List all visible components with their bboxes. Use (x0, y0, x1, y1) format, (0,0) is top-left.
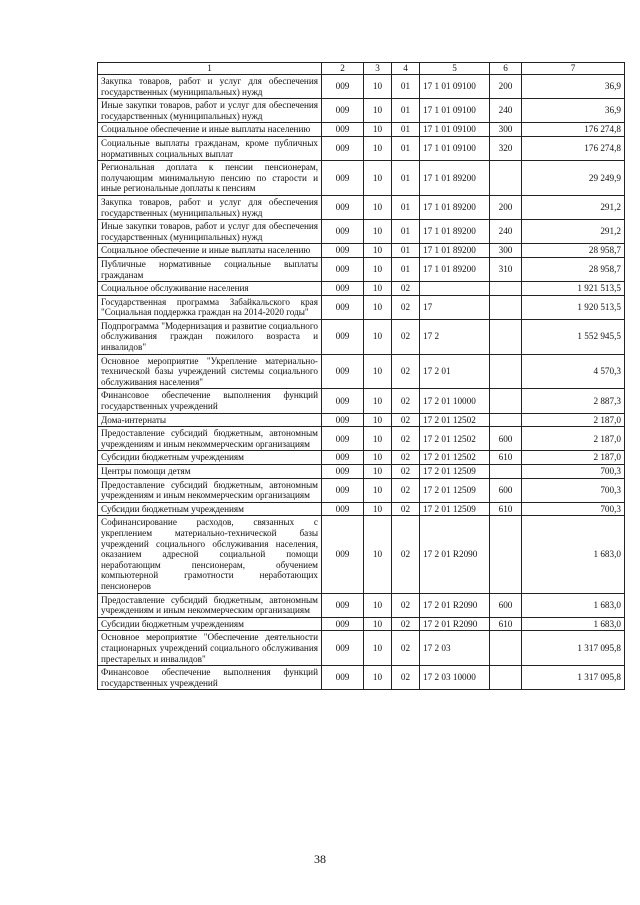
row-pr-code: 02 (392, 465, 420, 479)
row-gr-code: 009 (322, 465, 364, 479)
row-amount: 1 683,0 (522, 516, 625, 593)
row-csr-code: 17 2 03 10000 (420, 666, 490, 690)
row-rz-code: 10 (364, 666, 392, 690)
row-rz-code: 10 (364, 319, 392, 354)
column-header-vr: 6 (490, 63, 522, 75)
row-csr-code: 17 2 01 12502 (420, 413, 490, 427)
row-gr-code: 009 (322, 136, 364, 160)
column-header-pr: 4 (392, 63, 420, 75)
row-vr-code: 300 (490, 123, 522, 137)
row-pr-code: 01 (392, 136, 420, 160)
row-name: Финансовое обеспечение выполнения функций государственных учреждений (98, 389, 322, 413)
row-vr-code (490, 319, 522, 354)
row-amount: 700,3 (522, 478, 625, 502)
row-name: Дома-интернаты (98, 413, 322, 427)
column-header-csr: 5 (420, 63, 490, 75)
row-name: Социальные выплаты гражданам, кроме публичных нормативных социальных выплат (98, 136, 322, 160)
table-row (98, 257, 625, 281)
row-csr-code: 17 1 01 89200 (420, 257, 490, 281)
row-name: Закупка товаров, работ и услуг для обеспечения государственных (муниципальных) нужд (98, 195, 322, 219)
row-vr-code: 240 (490, 220, 522, 244)
row-csr-code: 17 1 01 09100 (420, 123, 490, 137)
row-gr-code: 009 (322, 282, 364, 296)
row-vr-code (490, 354, 522, 389)
table-row (98, 478, 625, 502)
row-amount: 28 958,7 (522, 244, 625, 258)
row-amount: 1 552 945,5 (522, 319, 625, 354)
row-name: Иные закупки товаров, работ и услуг для обеспечения государственных (муниципальных) нужд (98, 220, 322, 244)
row-vr-code: 610 (490, 617, 522, 631)
table-row (98, 123, 625, 137)
row-vr-code: 200 (490, 195, 522, 219)
row-vr-code (490, 516, 522, 593)
row-rz-code: 10 (364, 631, 392, 666)
table-row (98, 354, 625, 389)
row-rz-code: 10 (364, 465, 392, 479)
row-csr-code: 17 2 (420, 319, 490, 354)
table-row (98, 389, 625, 413)
row-name: Предоставление субсидий бюджетным, автономным учреждениям и иным некоммерческим организациям (98, 427, 322, 451)
row-csr-code: 17 2 01 12509 (420, 478, 490, 502)
row-amount: 2 187,0 (522, 427, 625, 451)
row-name: Субсидии бюджетным учреждениям (98, 502, 322, 516)
table-row (98, 295, 625, 319)
row-name: Центры помощи детям (98, 465, 322, 479)
row-rz-code: 10 (364, 220, 392, 244)
row-gr-code: 009 (322, 451, 364, 465)
table-row (98, 99, 625, 123)
row-name: Финансовое обеспечение выполнения функций государственных учреждений (98, 666, 322, 690)
row-gr-code: 009 (322, 244, 364, 258)
row-rz-code: 10 (364, 161, 392, 196)
row-gr-code: 009 (322, 413, 364, 427)
row-amount: 2 187,0 (522, 413, 625, 427)
row-rz-code: 10 (364, 136, 392, 160)
row-gr-code: 009 (322, 666, 364, 690)
row-rz-code: 10 (364, 413, 392, 427)
row-pr-code: 02 (392, 478, 420, 502)
row-gr-code: 009 (322, 427, 364, 451)
row-pr-code: 02 (392, 617, 420, 631)
row-gr-code: 009 (322, 389, 364, 413)
row-vr-code: 600 (490, 478, 522, 502)
row-gr-code: 009 (322, 631, 364, 666)
row-amount: 28 958,7 (522, 257, 625, 281)
row-rz-code: 10 (364, 354, 392, 389)
row-gr-code: 009 (322, 617, 364, 631)
row-gr-code: 009 (322, 516, 364, 593)
row-rz-code: 10 (364, 389, 392, 413)
row-pr-code: 02 (392, 319, 420, 354)
column-header-rz: 3 (364, 63, 392, 75)
table-row (98, 161, 625, 196)
row-name: Публичные нормативные социальные выплаты гражданам (98, 257, 322, 281)
table-row (98, 516, 625, 593)
row-csr-code: 17 (420, 295, 490, 319)
row-amount: 700,3 (522, 465, 625, 479)
row-pr-code: 02 (392, 631, 420, 666)
budget-table (97, 62, 625, 690)
row-rz-code: 10 (364, 617, 392, 631)
row-name: Основное мероприятие "Обеспечение деятельности стационарных учреждений социального обслуживания престарелых и инвалидов" (98, 631, 322, 666)
row-name: Подпрограмма "Модернизация и развитие социального обслуживания граждан пожилого возраста и инвалидов" (98, 319, 322, 354)
row-pr-code: 02 (392, 427, 420, 451)
row-gr-code: 009 (322, 75, 364, 99)
row-pr-code: 02 (392, 502, 420, 516)
table-row (98, 465, 625, 479)
row-pr-code: 02 (392, 282, 420, 296)
row-rz-code: 10 (364, 123, 392, 137)
row-vr-code (490, 389, 522, 413)
row-amount: 4 570,3 (522, 354, 625, 389)
row-amount: 1 921 513,5 (522, 282, 625, 296)
row-csr-code: 17 2 01 (420, 354, 490, 389)
table-row (98, 427, 625, 451)
row-pr-code: 01 (392, 244, 420, 258)
row-amount: 700,3 (522, 502, 625, 516)
row-name: Социальное обеспечение и иные выплаты населению (98, 123, 322, 137)
row-vr-code: 610 (490, 502, 522, 516)
row-rz-code: 10 (364, 516, 392, 593)
page-number: 38 (314, 852, 326, 866)
row-vr-code (490, 295, 522, 319)
row-amount: 176 274,8 (522, 136, 625, 160)
row-gr-code: 009 (322, 161, 364, 196)
row-pr-code: 02 (392, 666, 420, 690)
row-gr-code: 009 (322, 593, 364, 617)
column-header-name: 1 (98, 63, 322, 75)
row-gr-code: 009 (322, 502, 364, 516)
row-gr-code: 009 (322, 354, 364, 389)
row-vr-code (490, 465, 522, 479)
row-csr-code (420, 282, 490, 296)
row-gr-code: 009 (322, 257, 364, 281)
row-amount: 1 317 095,8 (522, 666, 625, 690)
row-csr-code: 17 1 01 89200 (420, 195, 490, 219)
row-pr-code: 02 (392, 389, 420, 413)
row-vr-code: 200 (490, 75, 522, 99)
row-amount: 1 683,0 (522, 617, 625, 631)
row-rz-code: 10 (364, 295, 392, 319)
table-row (98, 220, 625, 244)
row-rz-code: 10 (364, 75, 392, 99)
row-csr-code: 17 2 01 10000 (420, 389, 490, 413)
row-gr-code: 009 (322, 220, 364, 244)
table-row (98, 75, 625, 99)
table-row (98, 136, 625, 160)
row-rz-code: 10 (364, 478, 392, 502)
row-name: Закупка товаров, работ и услуг для обеспечения государственных (муниципальных) нужд (98, 75, 322, 99)
row-pr-code: 02 (392, 516, 420, 593)
row-vr-code (490, 161, 522, 196)
row-amount: 36,9 (522, 99, 625, 123)
row-amount: 2 887,3 (522, 389, 625, 413)
table-row (98, 631, 625, 666)
column-header-gr: 2 (322, 63, 364, 75)
row-name: Региональная доплата к пенсии пенсионерам, получающим минимальную пенсию по старости и иные региональные доплаты к пенсиям (98, 161, 322, 196)
row-pr-code: 02 (392, 451, 420, 465)
row-csr-code: 17 1 01 89200 (420, 161, 490, 196)
row-csr-code: 17 1 01 09100 (420, 136, 490, 160)
row-csr-code: 17 2 01 R2090 (420, 516, 490, 593)
row-csr-code: 17 1 01 09100 (420, 99, 490, 123)
row-csr-code: 17 1 01 89200 (420, 220, 490, 244)
row-amount: 36,9 (522, 75, 625, 99)
row-rz-code: 10 (364, 99, 392, 123)
table-row (98, 502, 625, 516)
table-row (98, 413, 625, 427)
table-row (98, 195, 625, 219)
row-amount: 291,2 (522, 220, 625, 244)
row-vr-code: 600 (490, 427, 522, 451)
row-amount: 29 249,9 (522, 161, 625, 196)
row-rz-code: 10 (364, 502, 392, 516)
row-amount: 291,2 (522, 195, 625, 219)
row-name: Предоставление субсидий бюджетным, автономным учреждениям и иным некоммерческим организациям (98, 478, 322, 502)
row-pr-code: 01 (392, 123, 420, 137)
row-pr-code: 01 (392, 257, 420, 281)
row-pr-code: 02 (392, 354, 420, 389)
table-row (98, 593, 625, 617)
row-rz-code: 10 (364, 593, 392, 617)
row-rz-code: 10 (364, 451, 392, 465)
row-csr-code: 17 2 01 12502 (420, 451, 490, 465)
row-csr-code: 17 2 03 (420, 631, 490, 666)
table-body (98, 75, 625, 690)
row-rz-code: 10 (364, 244, 392, 258)
row-name: Субсидии бюджетным учреждениям (98, 451, 322, 465)
row-pr-code: 02 (392, 413, 420, 427)
row-pr-code: 01 (392, 220, 420, 244)
row-vr-code (490, 666, 522, 690)
row-name: Предоставление субсидий бюджетным, автономным учреждениям и иным некоммерческим организациям (98, 593, 322, 617)
row-name: Иные закупки товаров, работ и услуг для обеспечения государственных (муниципальных) нужд (98, 99, 322, 123)
row-csr-code: 17 1 01 09100 (420, 75, 490, 99)
table-row (98, 666, 625, 690)
table-row (98, 451, 625, 465)
table-row (98, 282, 625, 296)
row-name: Социальное обеспечение и иные выплаты населению (98, 244, 322, 258)
row-amount: 1 317 095,8 (522, 631, 625, 666)
row-rz-code: 10 (364, 282, 392, 296)
row-gr-code: 009 (322, 123, 364, 137)
row-pr-code: 01 (392, 161, 420, 196)
row-gr-code: 009 (322, 195, 364, 219)
row-csr-code: 17 2 01 12502 (420, 427, 490, 451)
row-vr-code: 600 (490, 593, 522, 617)
row-pr-code: 02 (392, 295, 420, 319)
row-vr-code: 300 (490, 244, 522, 258)
row-name: Социальное обслуживание населения (98, 282, 322, 296)
row-amount: 176 274,8 (522, 123, 625, 137)
row-gr-code: 009 (322, 478, 364, 502)
row-rz-code: 10 (364, 257, 392, 281)
row-name: Основное мероприятие "Укрепление материально-технической базы учреждений системы социального обслуживания населения" (98, 354, 322, 389)
row-vr-code (490, 631, 522, 666)
table-row (98, 319, 625, 354)
header-row (98, 63, 625, 75)
row-pr-code: 01 (392, 99, 420, 123)
row-vr-code: 240 (490, 99, 522, 123)
row-rz-code: 10 (364, 427, 392, 451)
row-amount: 2 187,0 (522, 451, 625, 465)
row-vr-code: 610 (490, 451, 522, 465)
row-vr-code (490, 282, 522, 296)
row-amount: 1 920 513,5 (522, 295, 625, 319)
table-row (98, 244, 625, 258)
row-rz-code: 10 (364, 195, 392, 219)
row-csr-code: 17 2 01 R2090 (420, 593, 490, 617)
row-pr-code: 02 (392, 593, 420, 617)
row-gr-code: 009 (322, 319, 364, 354)
table-row (98, 617, 625, 631)
row-csr-code: 17 2 01 12509 (420, 502, 490, 516)
row-name: Софинансирование расходов, связанных с укреплением материально-технической базы учреждений социального обслуживания населения, оказанием адресной социальной помощи неработающим пенсионерам, обучением компьютерной грамотности неработающих пенсионеров (98, 516, 322, 593)
row-name: Государственная программа Забайкальского края "Социальная поддержка граждан на 2014-2020 годы" (98, 295, 322, 319)
row-gr-code: 009 (322, 99, 364, 123)
row-vr-code (490, 413, 522, 427)
row-amount: 1 683,0 (522, 593, 625, 617)
row-pr-code: 01 (392, 195, 420, 219)
row-gr-code: 009 (322, 295, 364, 319)
row-name: Субсидии бюджетным учреждениям (98, 617, 322, 631)
row-pr-code: 01 (392, 75, 420, 99)
row-csr-code: 17 1 01 89200 (420, 244, 490, 258)
row-vr-code: 320 (490, 136, 522, 160)
row-csr-code: 17 2 01 R2090 (420, 617, 490, 631)
row-csr-code: 17 2 01 12509 (420, 465, 490, 479)
column-header-sum: 7 (522, 63, 625, 75)
row-vr-code: 310 (490, 257, 522, 281)
